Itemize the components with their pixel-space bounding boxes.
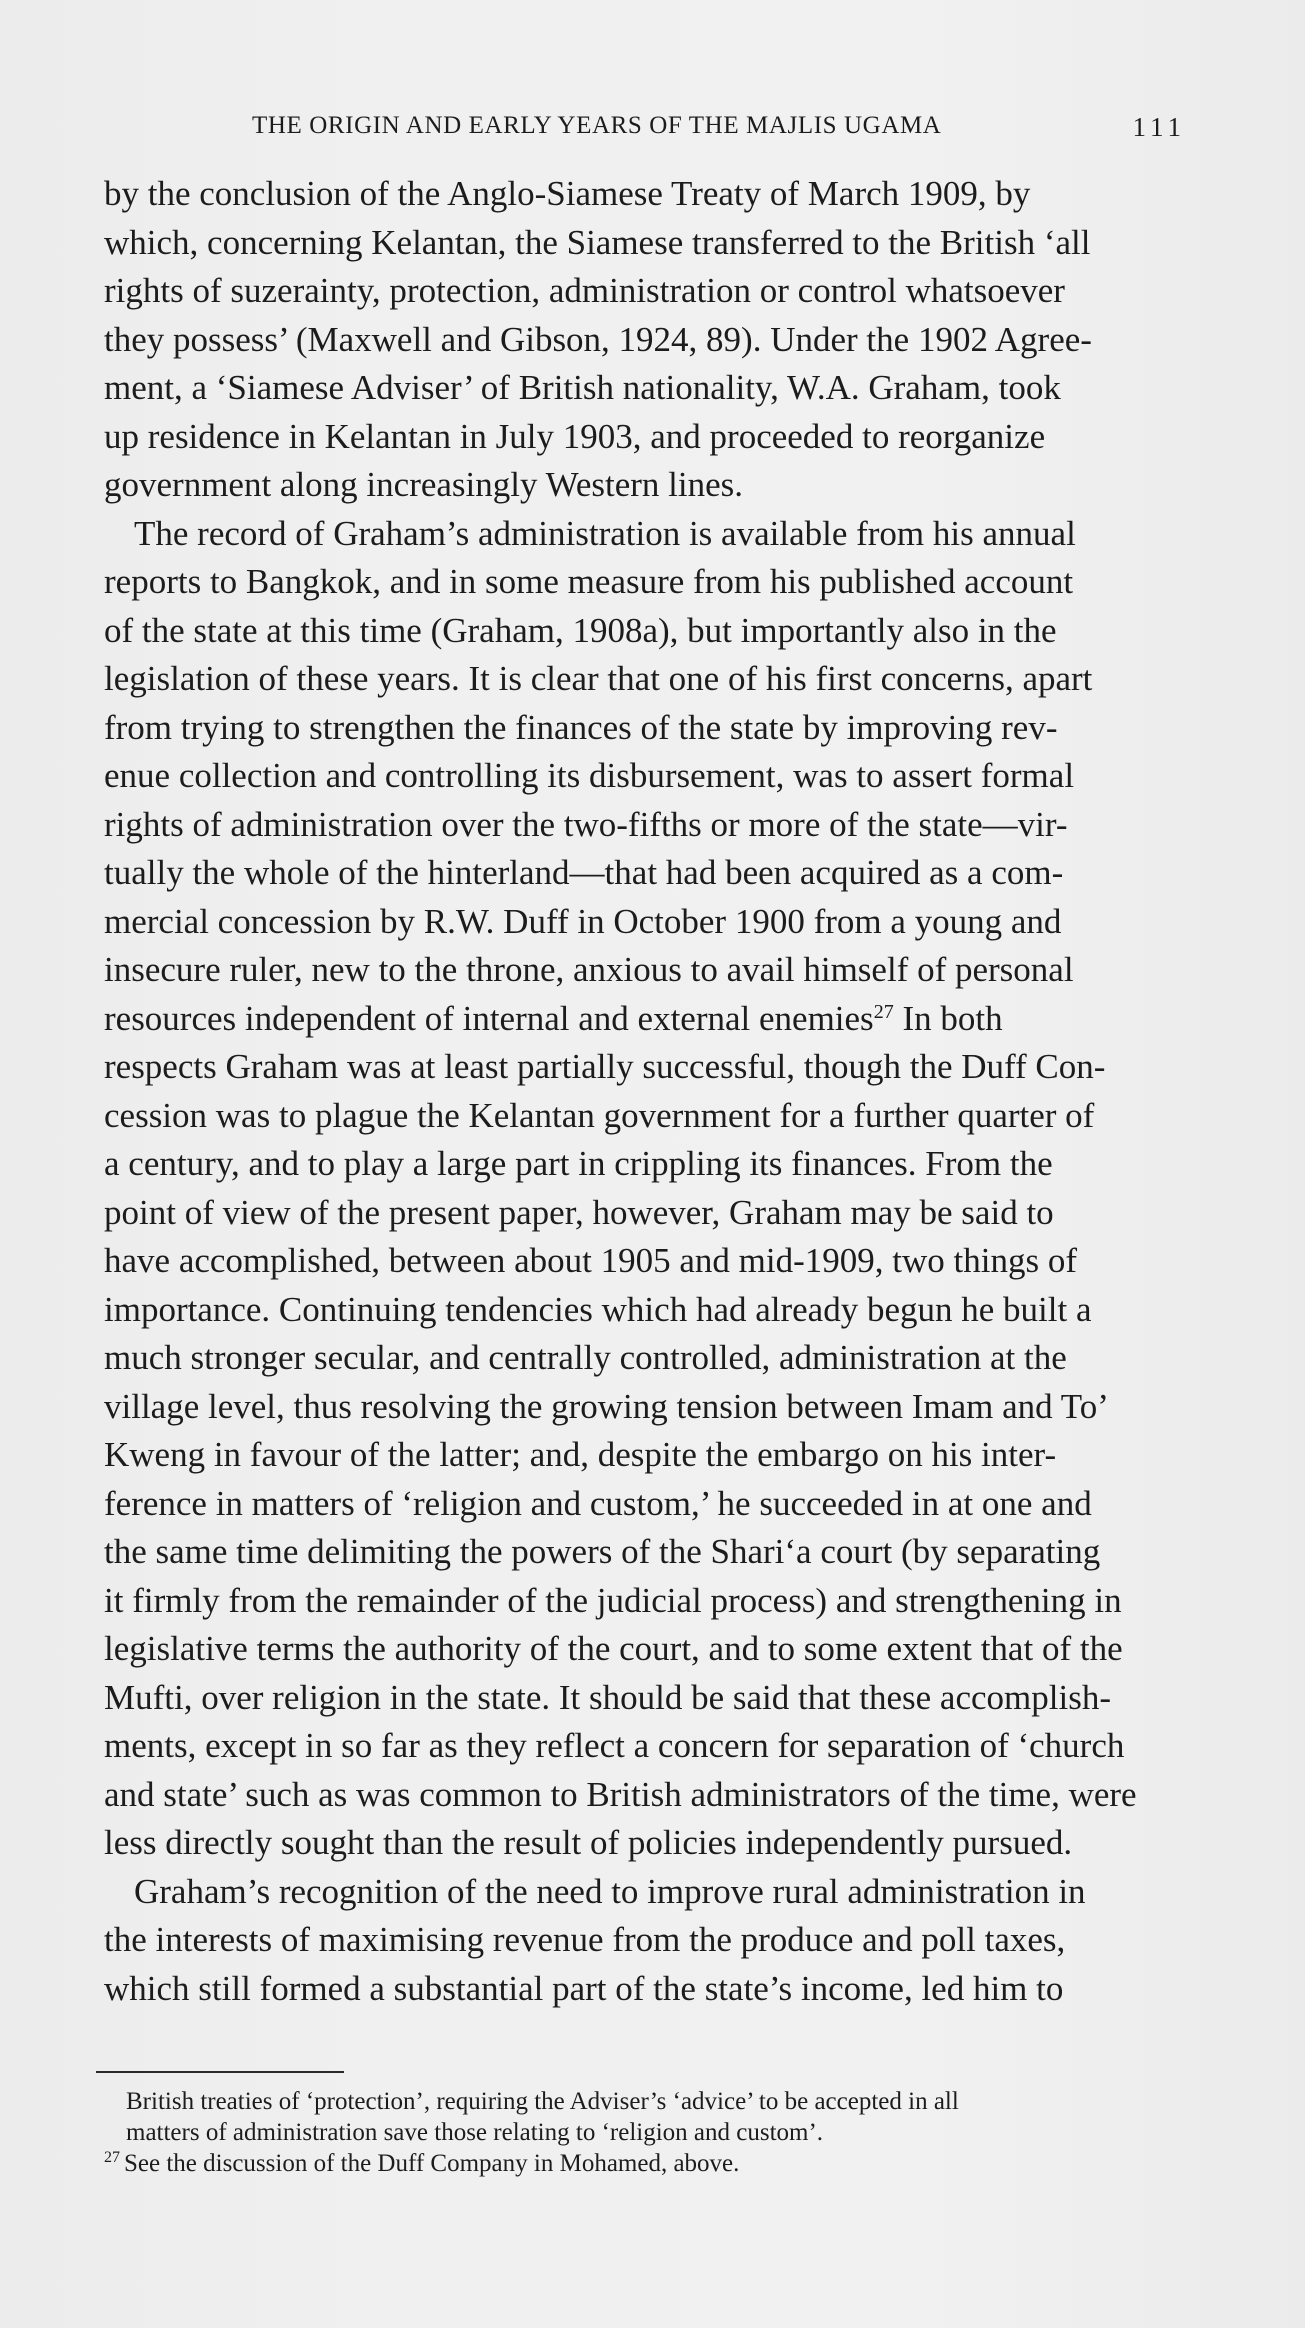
text-line-content: the interests of maximising revenue from the produce and poll taxes, — [104, 1920, 1066, 1959]
text-line-content: government along increasingly Western lines. — [104, 465, 744, 504]
footnote-continued-line: matters of administration save those relating to ‘religion and custom’. — [126, 2119, 824, 2146]
footnote-reference[interactable]: 27 — [873, 1000, 894, 1023]
text-line-content: of the state at this time (Graham, 1908a), but importantly also in the — [104, 610, 1057, 650]
text-line — [104, 704, 1186, 753]
text-line-content: reports to Bangkok, and in some measure from his published account — [104, 562, 1074, 601]
text-line-content: village level, thus resolving the growing tension between Imam and To’ — [104, 1386, 1109, 1426]
text-line-content: which, concerning Kelantan, the Siamese transferred to the British ‘all — [104, 222, 1091, 262]
text-line-content: tually the whole of the hinterland—that had been acquired as a com- — [104, 853, 1064, 892]
text-line — [104, 1237, 1186, 1286]
text-line-content: ments, except in so far as they reflect a concern for separation of ‘church — [104, 1726, 1125, 1765]
text-line — [104, 364, 1186, 413]
text-line — [104, 510, 1186, 559]
body-text — [104, 170, 1186, 2013]
text-line-content: which still formed a substantial part of the state’s income, led him to — [104, 1968, 1064, 2008]
running-head — [104, 112, 1186, 152]
running-title: THE ORIGIN AND EARLY YEARS OF THE MAJLIS UGAMA — [252, 112, 942, 139]
text-line-content: much stronger secular, and centrally controlled, administration at the — [104, 1338, 1067, 1377]
text-line-content: up residence in Kelantan in July 1903, and proceeded to reorganize — [104, 416, 1046, 456]
text-line — [104, 1577, 1186, 1626]
text-line-content: The record of Graham’s administration is available from his annual — [134, 513, 1076, 553]
text-line — [104, 1528, 1186, 1577]
text-line-content: rights of suzerainty, protection, administration or control whatsoever — [104, 271, 1065, 310]
text-line — [104, 1965, 1186, 2014]
text-line-content: from trying to strengthen the finances of the state by improving rev- — [104, 707, 1058, 747]
footnote-text: See the discussion of the Duff Company in Mohamed, above. — [124, 2150, 740, 2177]
page-number: 111 — [1132, 112, 1186, 142]
text-line-continuation: In both — [893, 998, 1003, 1038]
footnote-continued-line: British treaties of ‘protection’, requiring the Adviser’s ‘advice’ to be accepted in all — [126, 2088, 959, 2115]
text-line-content: legislation of these years. It is clear that one of his first concerns, apart — [104, 659, 1093, 698]
text-line-content: legislative terms the authority of the court, and to some extent that of the — [104, 1629, 1123, 1668]
text-line — [104, 219, 1186, 268]
text-line-content: by the conclusion of the Anglo-Siamese Treaty of March 1909, by — [104, 174, 1031, 213]
text-line-content: Kweng in favour of the latter; and, despite the embargo on his inter- — [104, 1435, 1057, 1474]
text-line — [104, 558, 1186, 607]
text-line — [104, 655, 1186, 704]
text-line — [104, 267, 1186, 316]
text-line — [104, 1916, 1186, 1965]
text-line — [104, 461, 1186, 510]
text-line-content: it firmly from the remainder of the judicial process) and strengthening in — [104, 1580, 1122, 1620]
text-line — [104, 1092, 1186, 1141]
text-line — [104, 1771, 1186, 1820]
text-line-content: ference in matters of ‘religion and custom,’ he succeeded in at one and — [104, 1483, 1092, 1523]
text-line — [104, 1868, 1186, 1917]
text-line-content: the same time delimiting the powers of the Shari‘a court (by separating — [104, 1532, 1101, 1571]
text-line-content: they possess’ (Maxwell and Gibson, 1924, 89). Under the 1902 Agree- — [104, 319, 1092, 359]
text-line — [104, 1286, 1186, 1335]
text-line-content: resources independent of internal and external enemies — [104, 998, 874, 1038]
text-line — [104, 1722, 1186, 1771]
text-line — [104, 1819, 1186, 1868]
text-line-content: importance. Continuing tendencies which had already begun he built a — [104, 1289, 1092, 1329]
text-line-content: Mufti, over religion in the state. It should be said that these accomplish- — [104, 1677, 1111, 1717]
text-line — [104, 1480, 1186, 1529]
text-line-content: ment, a ‘Siamese Adviser’ of British nationality, W.A. Graham, took — [104, 368, 1061, 407]
text-line — [104, 1140, 1186, 1189]
text-line — [104, 849, 1186, 898]
text-line — [104, 316, 1186, 365]
text-line-content: respects Graham was at least partially successful, though the Duff Con- — [104, 1047, 1106, 1086]
text-line — [104, 898, 1186, 947]
text-line-content: and state’ such as was common to British administrators of the time, were — [104, 1774, 1137, 1814]
text-line — [104, 607, 1186, 656]
text-line — [104, 1043, 1186, 1092]
text-line-content: insecure ruler, new to the throne, anxious to avail himself of personal — [104, 950, 1074, 989]
text-line — [104, 752, 1186, 801]
footnote-rule — [96, 2071, 344, 2073]
text-line-content: have accomplished, between about 1905 and mid-1909, two things of — [104, 1241, 1077, 1280]
text-line — [104, 170, 1186, 219]
text-line — [104, 946, 1186, 995]
text-line — [104, 1189, 1186, 1238]
text-line-content: enue collection and controlling its disbursement, was to assert formal — [104, 756, 1075, 795]
text-line-content: cession was to plague the Kelantan government for a further quarter of — [104, 1095, 1095, 1135]
text-line — [104, 413, 1186, 462]
text-line — [104, 801, 1186, 850]
text-line-content: rights of administration over the two-fifths or more of the state—vir- — [104, 804, 1068, 844]
text-line-content: a century, and to play a large part in crippling its finances. From the — [104, 1144, 1053, 1183]
text-line — [104, 1674, 1186, 1723]
text-line — [104, 1625, 1186, 1674]
text-line — [104, 1383, 1186, 1432]
text-line-content: Graham’s recognition of the need to improve rural administration in — [134, 1871, 1086, 1911]
footnotes — [104, 2086, 1186, 2179]
footnote-27 — [104, 2148, 1186, 2179]
text-line-content: point of view of the present paper, however, Graham may be said to — [104, 1192, 1054, 1232]
text-line-content: less directly sought than the result of policies independently pursued. — [104, 1823, 1073, 1862]
footnote-number: 27 — [104, 2149, 120, 2166]
text-line — [104, 1334, 1186, 1383]
text-line — [104, 995, 1186, 1044]
text-line-content: mercial concession by R.W. Duff in October 1900 from a young and — [104, 901, 1062, 941]
text-line — [104, 1431, 1186, 1480]
